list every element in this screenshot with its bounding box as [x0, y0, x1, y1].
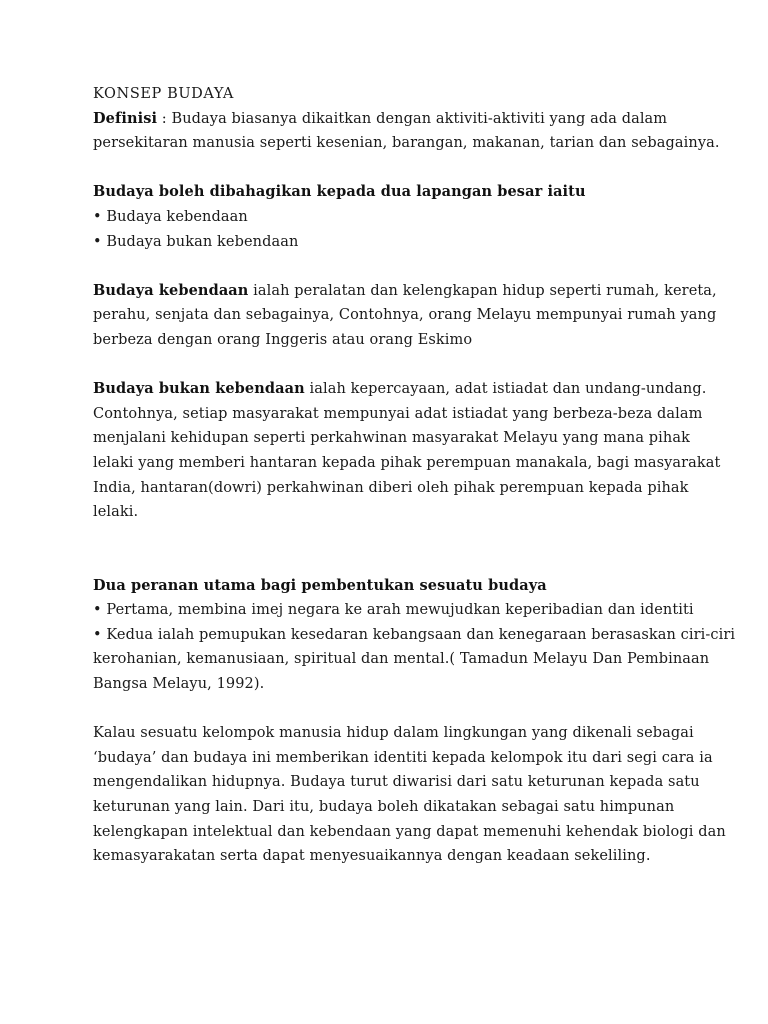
nonmaterial-line-1 [93, 377, 707, 402]
roles-line-3: kerohanian, kemanusiaan, spiritual dan mental.( Tamadun Melayu Dan Pembinaan [93, 651, 710, 668]
spacer [93, 697, 693, 722]
material-line-1 [93, 279, 717, 304]
roles-heading [93, 574, 693, 599]
division-heading-text: Budaya boleh dibahagikan kepada dua lapangan besar iaitu [93, 183, 586, 201]
division-item-1: • Budaya kebendaan [93, 208, 248, 225]
material-term: Budaya kebendaan [93, 281, 249, 299]
closing-line-4: keturunan yang lain. Dari itu, budaya boleh dikatakan sebagai satu himpunan [93, 799, 675, 816]
material-line-3: berbeza dengan orang Inggeris atau orang Eskimo [93, 331, 473, 348]
document-page [93, 82, 736, 869]
division-heading [93, 180, 693, 205]
spacer [93, 156, 693, 181]
nonmaterial-line-4: lelaki yang memberi hantaran kepada pihak perempuan manakala, bagi masyarakat [93, 454, 721, 471]
material-line-2: perahu, senjata dan sebagainya, Contohnya, orang Melayu mempunyai rumah yang [93, 307, 717, 324]
spacer [93, 254, 693, 279]
nonmaterial-line-6: lelaki. [93, 504, 139, 521]
closing-line-3: mengendalikan hidupnya. Budaya turut diwarisi dari satu keturunan kepada satu [93, 774, 700, 791]
nonmaterial-line-3: menjalani kehidupan seperti perkahwinan masyarakat Melayu yang mana pihak [93, 430, 690, 447]
material-text-1: ialah peralatan dan kelengkapan hidup seperti rumah, kereta, [248, 282, 717, 299]
nonmaterial-line-5: India, hantaran(dowri) perkahwinan diberi oleh pihak perempuan kepada pihak [93, 479, 689, 496]
division-item-2: • Budaya bukan kebendaan [93, 233, 299, 250]
spacer [93, 353, 693, 378]
roles-line-4: Bangsa Melayu, 1992). [93, 676, 265, 693]
nonmaterial-term: Budaya bukan kebendaan [93, 380, 305, 398]
closing-line-6: kemasyarakatan serta dapat menyesuaikannya dengan keadaan sekeliling. [93, 848, 651, 865]
roles-heading-text: Dua peranan utama bagi pembentukan sesuatu budaya [93, 576, 547, 594]
definition-label: Definisi [93, 109, 158, 127]
definition-text-1: Budaya biasanya dikaitkan dengan aktiviti-aktiviti yang ada dalam [171, 110, 668, 127]
nonmaterial-text-1: ialah kepercayaan, adat istiadat dan undang-undang. [304, 381, 707, 398]
closing-line-2: ‘budaya’ dan budaya ini memberikan identiti kepada kelompok itu dari segi cara ia [93, 749, 713, 766]
definition-line-2: persekitaran manusia seperti kesenian, barangan, makanan, tarian dan sebagainya. [93, 135, 720, 152]
closing-line-1: Kalau sesuatu kelompok manusia hidup dalam lingkungan yang dikenali sebagai [93, 725, 694, 742]
roles-line-2: • Kedua ialah pemupukan kesedaran kebangsaan dan kenegaraan berasaskan ciri-ciri [93, 626, 736, 643]
spacer [93, 525, 693, 574]
document-title: KONSEP BUDAYA [93, 86, 235, 102]
roles-line-1: • Pertama, membina imej negara ke arah mewujudkan keperibadian dan identiti [93, 602, 694, 619]
nonmaterial-line-2: Contohnya, setiap masyarakat mempunyai adat istiadat yang berbeza-beza dalam [93, 405, 703, 422]
definition-line-1 [93, 107, 693, 132]
definition-separator: : [157, 110, 172, 127]
closing-line-5: kelengkapan intelektual dan kebendaan yang dapat memenuhi kehendak biologi dan [93, 823, 726, 840]
